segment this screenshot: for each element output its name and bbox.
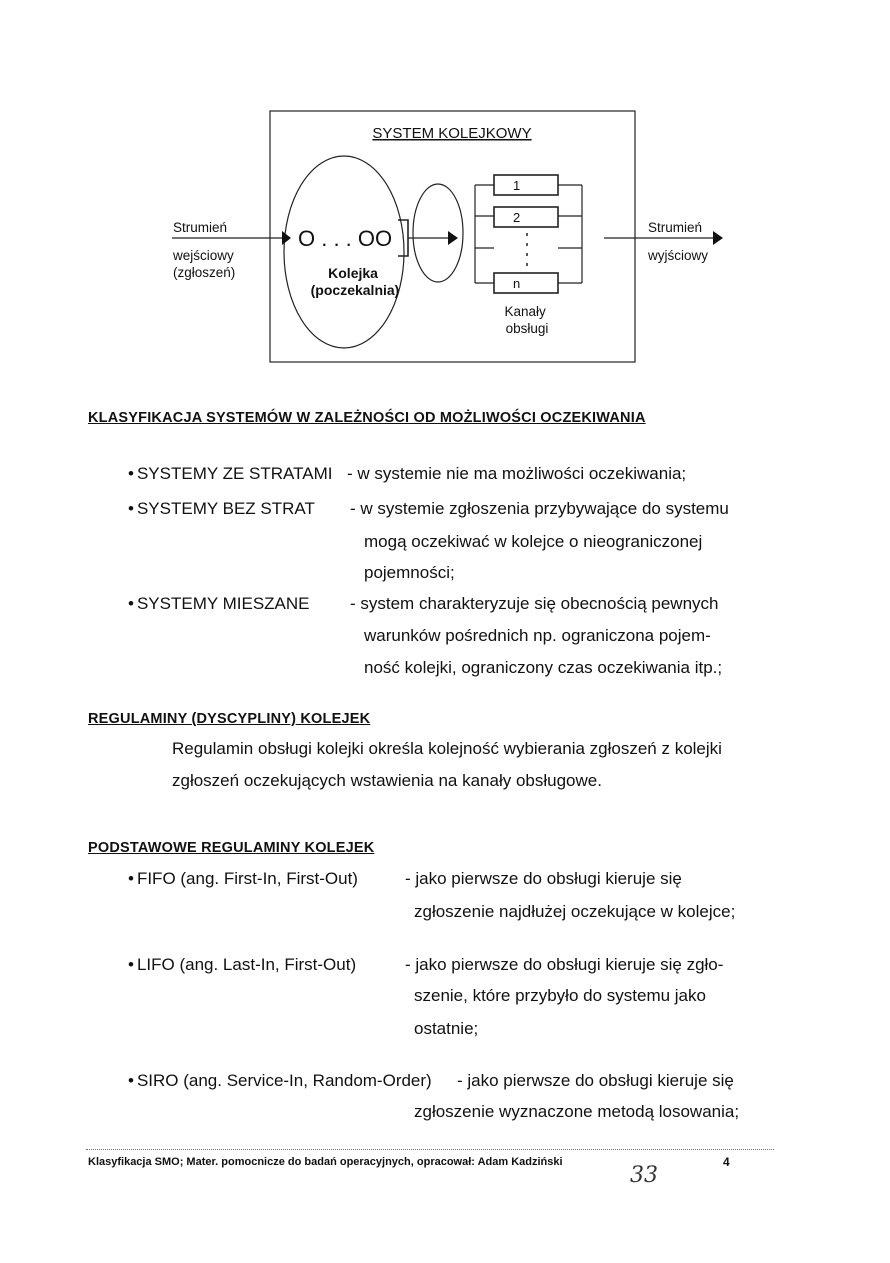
section3-desc-2-line-1: - jako pierwsze do obsługi kieruje się zgło- <box>405 955 724 974</box>
footer-text: Klasyfikacja SMO; Mater. pomocnicze do badań operacyjnych, opracował: Adam Kadziński <box>88 1156 563 1168</box>
section3-term-2: • LIFO (ang. Last-In, First-Out) <box>128 955 356 975</box>
channel-label-2: 2 <box>513 210 521 225</box>
section1-desc-2-line-3: pojemności; <box>364 563 455 582</box>
channel-box-2 <box>494 207 558 227</box>
section1-desc-3-line-1: - system charakteryzuje się obecnością pewnych <box>350 594 719 613</box>
input-label: Strumień wejściowy (zgłoszeń) <box>173 220 236 280</box>
input-arrowhead <box>282 231 291 245</box>
channel-box-1 <box>494 175 558 195</box>
section1-term-3: • SYSTEMY MIESZANE <box>128 594 310 614</box>
queue-label: Kolejka (poczekalnia) <box>310 265 400 298</box>
queue-system-diagram <box>0 0 890 400</box>
section2-line-1: Regulamin obsługi kolejki określa kolejność wybierania zgłoszeń z kolejki <box>172 739 722 758</box>
section1-term-2: • SYSTEMY BEZ STRAT <box>128 499 315 519</box>
section1-desc-2-line-1: - w systemie zgłoszenia przybywające do systemu <box>350 499 729 518</box>
footer-divider <box>86 1149 774 1150</box>
section1-desc-3-line-2: warunków pośrednich np. ograniczona pojem- <box>364 626 711 645</box>
queue-symbol: O . . . OO <box>298 226 393 251</box>
section1-heading: KLASYFIKACJA SYSTEMÓW W ZALEŻNOŚCI OD MOŻLIWOŚCI OCZEKIWANIA <box>88 410 646 426</box>
section3-desc-2-line-2: szenie, które przybyło do systemu jako <box>414 986 706 1005</box>
section3-desc-1-line-1: - jako pierwsze do obsługi kieruje się <box>405 869 682 888</box>
section1-desc-2-line-2: mogą oczekiwać w kolejce o nieograniczonej <box>364 532 703 551</box>
section2-heading: REGULAMINY (DYSCYPLINY) KOLEJEK <box>88 711 371 727</box>
queue-arrowhead <box>448 231 458 245</box>
diagram-title: SYSTEM KOLEJKOWY <box>372 125 532 142</box>
section3-desc-1-line-2: zgłoszenie najdłużej oczekujące w kolejce; <box>414 902 736 921</box>
section1-desc-3-line-3: ność kolejki, ograniczony czas oczekiwania itp.; <box>364 658 723 677</box>
channel-label-n: n <box>513 276 521 291</box>
handwritten-page-mark: 33 <box>630 1163 658 1188</box>
section3-term-3: • SIRO (ang. Service-In, Random-Order) <box>128 1071 432 1091</box>
output-arrowhead <box>713 231 723 245</box>
section2-line-2: zgłoszeń oczekujących wstawienia na kanały obsługowe. <box>172 771 602 790</box>
section1-term-1: • SYSTEMY ZE STRATAMI <box>128 464 332 484</box>
section3-heading: PODSTAWOWE REGULAMINY KOLEJEK <box>88 840 375 856</box>
section1-desc-1-line-1: - w systemie nie ma możliwości oczekiwania; <box>347 464 687 483</box>
page-number: 4 <box>723 1155 730 1169</box>
section3-term-1: • FIFO (ang. First-In, First-Out) <box>128 869 358 889</box>
output-label: Strumień wyjściowy <box>648 220 709 263</box>
section3-desc-3-line-1: - jako pierwsze do obsługi kieruje się <box>457 1071 734 1090</box>
service-ellipse <box>413 184 463 282</box>
queue-ellipse <box>284 156 404 348</box>
section3-desc-2-line-3: ostatnie; <box>414 1019 479 1038</box>
channel-label-1: 1 <box>513 178 521 193</box>
channels-label: Kanały obsługi <box>504 304 549 336</box>
channel-box-n <box>494 273 558 293</box>
section3-desc-3-line-2: zgłoszenie wyznaczone metodą losowania; <box>414 1102 740 1121</box>
